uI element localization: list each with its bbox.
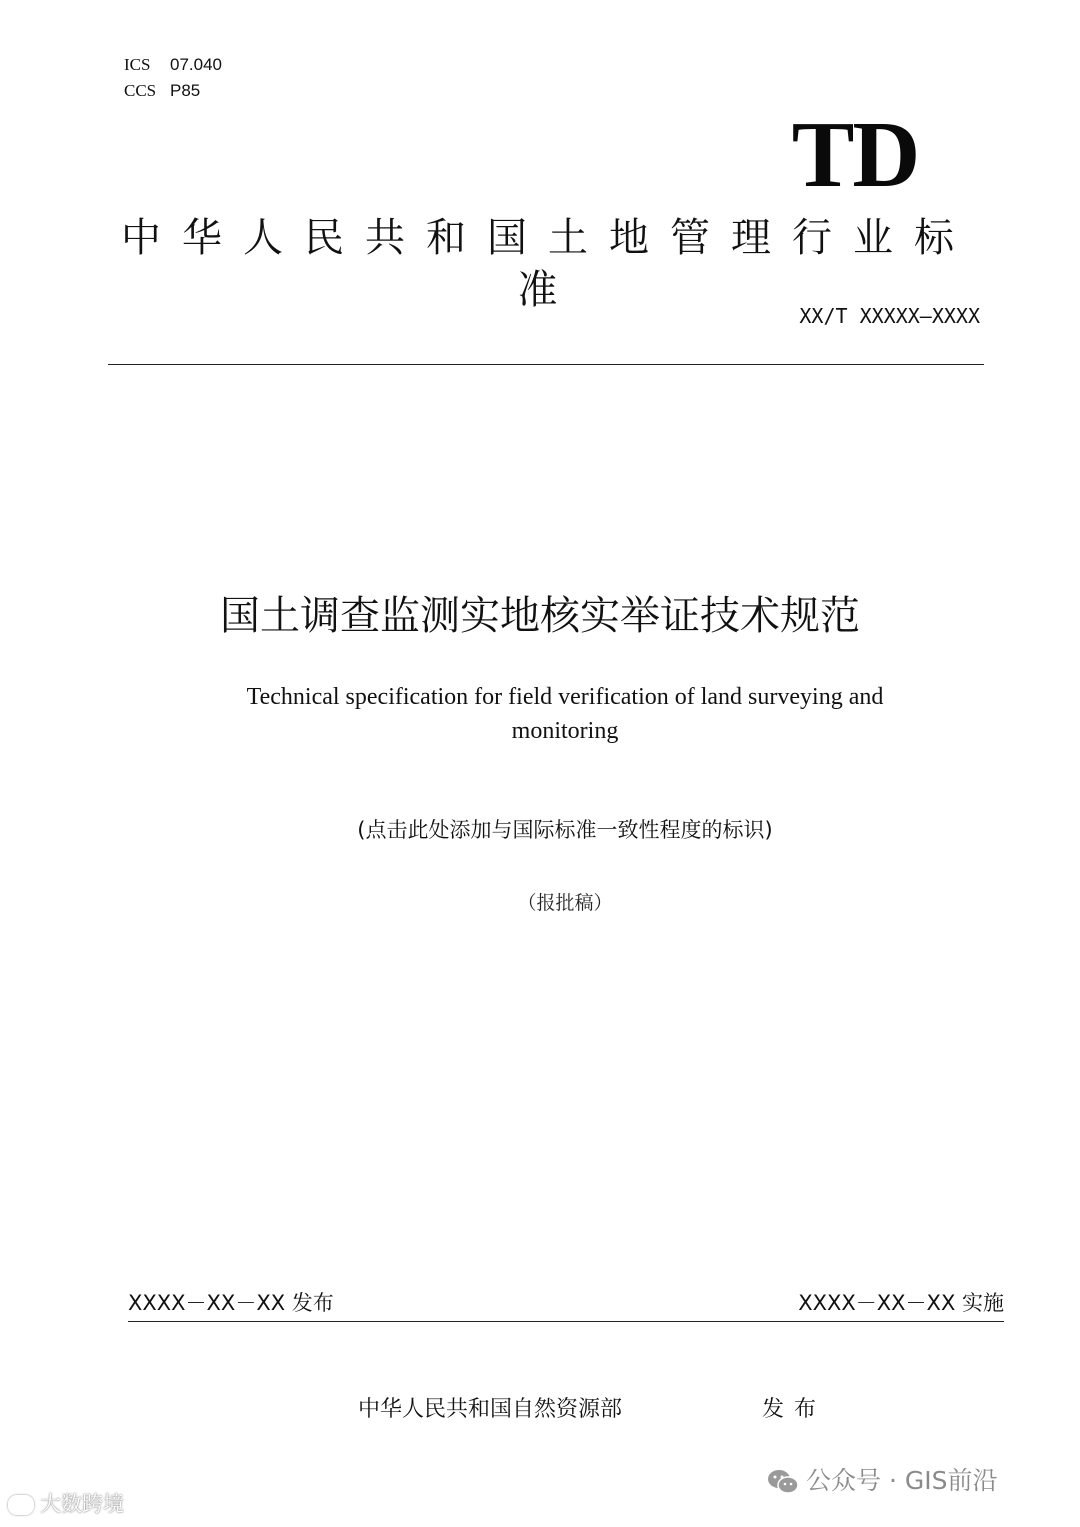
watermark-left-text: 大数跨境 bbox=[40, 1492, 124, 1516]
ics-value: 07.040 bbox=[170, 55, 222, 74]
draft-status: （报批稿） bbox=[517, 892, 613, 914]
ccs-value: P85 bbox=[170, 81, 201, 100]
header-divider bbox=[108, 364, 984, 365]
watermark-right-text: 公众号 · GIS前沿 bbox=[806, 1466, 998, 1495]
ccs-label: CCS bbox=[124, 81, 157, 100]
ccs-row bbox=[124, 78, 222, 104]
standard-number: XX/T XXXXX—XXXX bbox=[799, 304, 980, 328]
ics-row bbox=[124, 52, 222, 78]
document-title-cn: 国土调查监测实地核实举证技术规范 bbox=[220, 593, 860, 639]
standard-category-title: 中华人民共和国土地管理行业标准 bbox=[121, 215, 975, 313]
classification-codes bbox=[124, 52, 222, 104]
watermark-logo-icon bbox=[8, 1495, 34, 1515]
document-title-en-line1: Technical specification for field verification of land surveying and bbox=[246, 684, 884, 710]
footer-divider bbox=[128, 1321, 1004, 1322]
ics-label: ICS bbox=[124, 55, 151, 74]
effective-date: XXXX－XX－XX 实施 bbox=[798, 1291, 1004, 1315]
wechat-icon bbox=[766, 1468, 800, 1496]
issuer-name: 中华人民共和国自然资源部 bbox=[358, 1397, 623, 1422]
watermark-left bbox=[8, 1490, 124, 1518]
release-date: XXXX－XX－XX 发布 bbox=[128, 1291, 334, 1315]
td-logo: TD bbox=[791, 103, 919, 207]
publish-label: 发布 bbox=[762, 1397, 827, 1422]
conformity-note[interactable]: (点击此处添加与国际标准一致性程度的标识) bbox=[357, 818, 773, 842]
document-title-en bbox=[170, 680, 960, 748]
document-title-en-line2: monitoring bbox=[511, 718, 619, 744]
watermark-right bbox=[766, 1464, 997, 1498]
